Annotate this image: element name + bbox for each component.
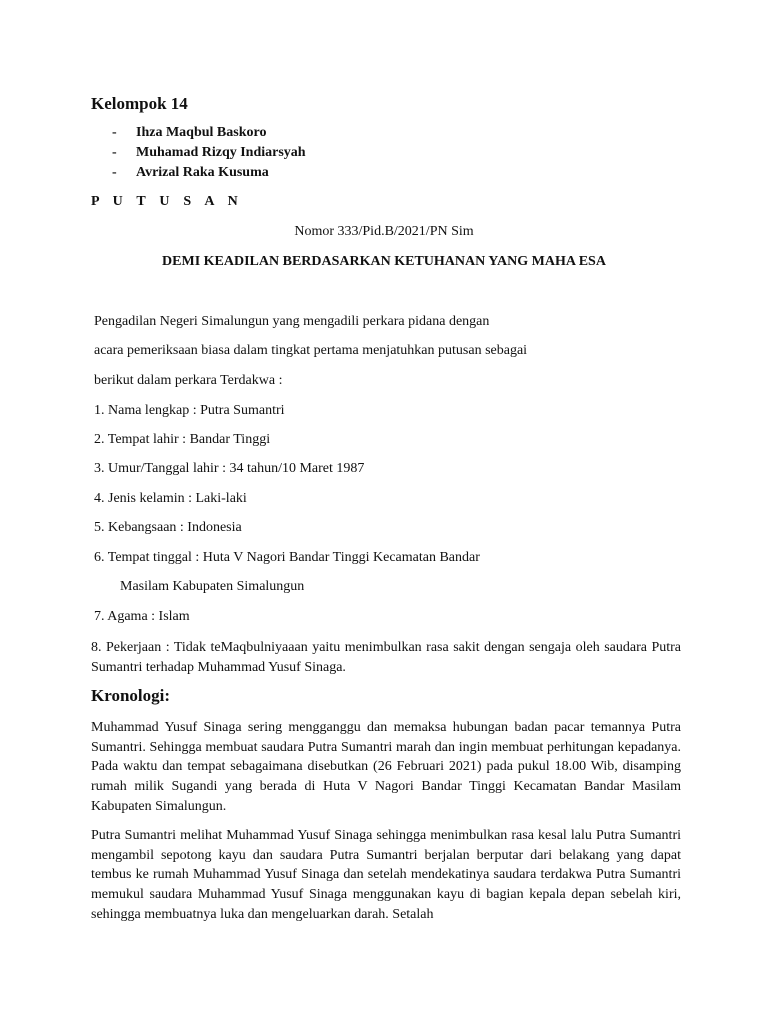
item-umur: 3. Umur/Tanggal lahir : 34 tahun/10 Maret 1987 xyxy=(94,461,365,476)
list-dash: - xyxy=(112,145,117,160)
justice-heading: DEMI KEADILAN BERDASARKAN KETUHANAN YANG MAHA ESA xyxy=(162,254,606,269)
intro-line: berikut dalam perkara Terdakwa : xyxy=(94,373,283,388)
member-name: Ihza Maqbul Baskoro xyxy=(136,125,267,140)
item-tempat-lahir: 2. Tempat lahir : Bandar Tinggi xyxy=(94,432,271,447)
intro-line: acara pemeriksaan biasa dalam tingkat pertama menjatuhkan putusan sebagai xyxy=(94,343,528,358)
intro-line: Pengadilan Negeri Simalungun yang mengadili perkara pidana dengan xyxy=(94,314,490,329)
item-agama: 7. Agama : Islam xyxy=(94,609,190,624)
item-tempat-tinggal-cont: Masilam Kabupaten Simalungun xyxy=(120,579,305,594)
item-pekerjaan: 8. Pekerjaan : Tidak teMaqbulniyaaan yaitu menimbulkan rasa sakit dengan sengaja oleh saudara Putra Sumantri terhadap Muhammad Yusuf Sinaga. xyxy=(91,640,681,675)
item-kebangsaan: 5. Kebangsaan : Indonesia xyxy=(94,520,242,535)
list-dash: - xyxy=(112,165,117,180)
list-dash: - xyxy=(112,125,117,140)
member-item xyxy=(112,165,306,185)
putusan-heading: P U T U S A N xyxy=(91,194,243,209)
group-title: Kelompok 14 xyxy=(91,94,188,113)
member-name: Avrizal Raka Kusuma xyxy=(136,165,269,180)
case-number: Nomor 333/Pid.B/2021/PN Sim xyxy=(294,224,474,239)
member-name: Muhamad Rizqy Indiarsyah xyxy=(136,145,306,160)
item-nama: 1. Nama lengkap : Putra Sumantri xyxy=(94,403,285,418)
member-item xyxy=(112,125,306,145)
member-item xyxy=(112,145,306,165)
kronologi-paragraph: Muhammad Yusuf Sinaga sering mengganggu dan memaksa hubungan badan pacar temannya Putra Sumantri. Sehingga membuat saudara Putra Sumantri marah dan ingin membuat perhitungan kepadanya. Pada waktu dan tempat sebagaimana disebutkan (26 Februari 2021) pada pukul 18.00 Wib, disamping rumah milik Sugandi yang berada di Huta V Nagori Bandar Tinggi Kecamatan Bandar Masilam Kabupaten Simalungun. xyxy=(91,720,681,814)
kronologi-heading: Kronologi: xyxy=(91,686,171,705)
item-jenis-kelamin: 4. Jenis kelamin : Laki-laki xyxy=(94,491,247,506)
member-list xyxy=(112,125,306,185)
kronologi-paragraph: Putra Sumantri melihat Muhammad Yusuf Sinaga sehingga menimbulkan rasa kesal lalu Putra Sumantri mengambil sepotong kayu dan saudara Putra Sumantri berjalan berputar dari belakang yang dapat tembus ke rumah Muhammad Yusuf Sinaga dan setelah mendekatinya saudara terdakwa Putra Sumantri memukul saudara Muhammad Yusuf Sinaga menggunakan kayu di bagian kepala depan sebelah kiri, sehingga membuatnya luka dan mengeluarkan darah. Setalah xyxy=(91,828,681,922)
item-tempat-tinggal: 6. Tempat tinggal : Huta V Nagori Bandar Tinggi Kecamatan Bandar xyxy=(94,550,480,565)
